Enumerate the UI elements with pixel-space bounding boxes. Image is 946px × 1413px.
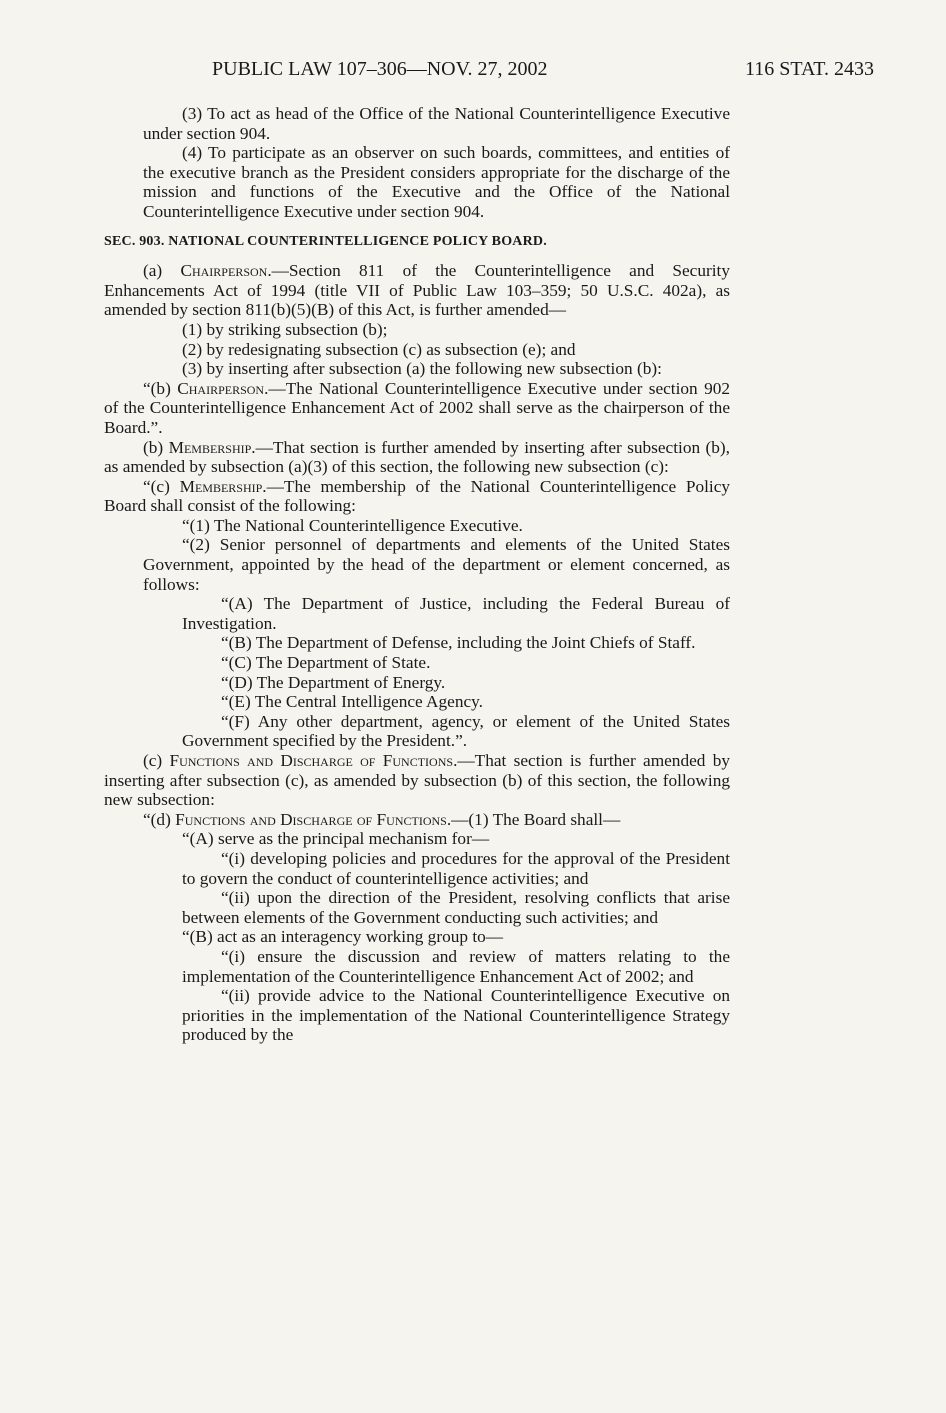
paragraph-text: .—(1) The Board shall— <box>446 809 621 829</box>
paragraph-lead: “(c) <box>143 476 180 496</box>
paragraph: “(B) The Department of Defense, including the Joint Chiefs of Staff. <box>221 633 696 653</box>
paragraph-text: .—That section is further amended by inserting after subsection (b), as amended by subsection (a)(3) of this section, the following new subsection (c): <box>104 437 730 477</box>
page-reference: 116 STAT. 2433 <box>745 58 874 80</box>
paragraph-text: .—The membership of the National Counterintelligence Policy Board shall consist of the following: <box>104 476 731 516</box>
paragraph: “(1) The National Counterintelligence Executive. <box>182 515 523 535</box>
paragraph: “(A) serve as the principal mechanism for— <box>182 829 490 849</box>
paragraph: “(D) The Department of Energy. <box>221 672 446 692</box>
subsection-heading: Functions and Discharge of Functions <box>169 751 454 770</box>
paragraph <box>104 751 730 810</box>
subsection-heading: Membership <box>179 476 263 496</box>
paragraph <box>104 477 730 516</box>
paragraph: “(ii) provide advice to the National Counterintelligence Executive on priorities in the implementation of the National Counterintelligence Strategy produced by the <box>182 986 730 1045</box>
paragraph <box>104 379 730 438</box>
running-title: PUBLIC LAW 107–306—NOV. 27, 2002 <box>212 58 548 80</box>
paragraph <box>104 261 730 320</box>
paragraph: “(E) The Central Intelligence Agency. <box>221 692 483 712</box>
paragraph: “(A) The Department of Justice, including the Federal Bureau of Investigation. <box>182 594 730 633</box>
paragraph: (3) To act as head of the Office of the National Counterintelligence Executive under section 904. <box>143 104 730 143</box>
paragraph-lead: (a) <box>143 261 181 281</box>
paragraph-text: .—The National Counterintelligence Executive under section 902 of the Counterintelligence Enhancement Act of 2002 shall serve as the chairperson of the Board.”. <box>104 378 730 437</box>
paragraph-text: .—Section 811 of the Counterintelligence and Security Enhancements Act of 1994 (title VII of Public Law 103–359; 50 U.S.C. 402a), as amended by section 811(b)(5)(B) of this Act, is further amended— <box>104 261 730 320</box>
paragraph-lead: (c) <box>143 751 170 770</box>
paragraph: (3) by inserting after subsection (a) the following new subsection (b): <box>182 359 662 379</box>
paragraph-lead: “(b) <box>143 378 178 398</box>
paragraph: (2) by redesignating subsection (c) as subsection (e); and <box>182 339 576 359</box>
paragraph <box>104 810 730 830</box>
subsection-heading: Chairperson <box>177 378 265 398</box>
paragraph: “(2) Senior personnel of departments and elements of the United States Government, appointed by the head of the department or element concerned, as follows: <box>143 535 730 594</box>
paragraph-text: .—That section is further amended by inserting after subsection (c), as amended by subsection (b) of this section, the following new subsection: <box>104 751 730 810</box>
paragraph: “(B) act as an interagency working group to— <box>182 927 504 947</box>
subsection-heading: Chairperson <box>180 261 268 281</box>
paragraph: “(i) ensure the discussion and review of matters relating to the implementation of the Counterintelligence Enhancement Act of 2002; and <box>182 946 730 986</box>
subsection-heading: Functions and Discharge of Functions <box>175 809 447 829</box>
paragraph: (4) To participate as an observer on such boards, committees, and entities of the executive branch as the President considers appropriate for the discharge of the mission and functions of the Executive and the Office of the National Counterintelligence Executive under section 904. <box>143 143 730 221</box>
paragraph: “(i) developing policies and procedures for the approval of the President to govern the conduct of counterintelligence activities; and <box>182 848 730 888</box>
section-heading: SEC. 903. NATIONAL COUNTERINTELLIGENCE POLICY BOARD. <box>104 233 547 249</box>
paragraph: “(C) The Department of State. <box>221 653 431 673</box>
paragraph-lead: (b) <box>143 437 169 457</box>
subsection-heading: Membership <box>168 437 252 457</box>
paragraph-lead: “(d) <box>143 809 176 829</box>
document-body <box>104 104 730 1045</box>
page-header <box>100 58 874 88</box>
paragraph <box>104 438 730 477</box>
paragraph: “(ii) upon the direction of the President, resolving conflicts that arise between elements of the Government conducting such activities; and <box>182 888 730 927</box>
paragraph: (1) by striking subsection (b); <box>182 319 388 339</box>
paragraph: “(F) Any other department, agency, or element of the United States Government specified by the President.”. <box>182 711 730 751</box>
